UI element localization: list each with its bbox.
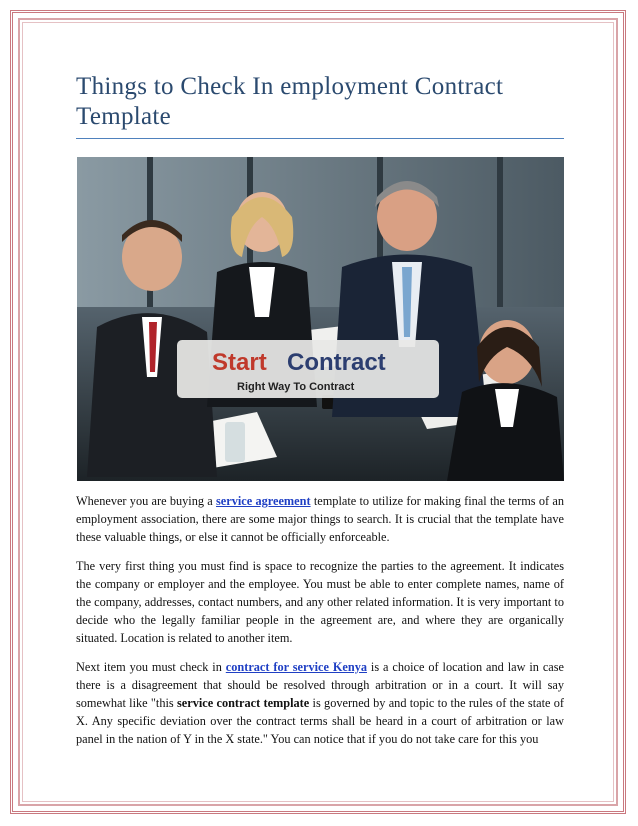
logo-tagline: Right Way To Contract: [236, 381, 354, 393]
document-body: [76, 72, 564, 759]
service-contract-template-bold: service contract template: [177, 696, 310, 710]
paragraph-intro: [76, 492, 564, 546]
business-meeting-photo: [77, 157, 564, 481]
paragraph-location-text-3: is governed by and topic to the rules of the state of X. Any specific deviation over the contract terms shall be heard in a court of arbitration or law panel in the nation of Y in the X state." You can notice that if you do not take care for this you: [76, 696, 564, 746]
paragraph-location: [76, 658, 564, 748]
paragraph-location-text-1: Next item you must check in: [76, 660, 226, 674]
service-agreement-link[interactable]: service agreement: [216, 494, 311, 508]
paragraph-parties: The very first thing you must find is space to recognize the parties to the agreement. It indicates the company or employer and the employee. You must be able to enter complete names, name of the company, addresses, contact numbers, and any other related information. It is very important to decide who the legally familiar people in the agreement are, and where they are organically situated. Location is related to another item.: [76, 559, 564, 645]
paragraph-intro-text-1: Whenever you are buying a: [76, 494, 217, 508]
paragraph-intro-text-2: template to utilize for making final the terms of an employment association, there are some major things to search. It is crucial that the template have these valuable things, or else it cannot be officially enforceable.: [76, 494, 565, 544]
contract-for-service-kenya-link[interactable]: contract for service Kenya: [225, 660, 368, 674]
document-title: Things to Check In employment Contract Template: [76, 72, 564, 139]
logo-start-text: Start: [211, 349, 267, 376]
meeting-illustration: [77, 157, 564, 481]
logo-contract-text: Contract: [286, 349, 386, 376]
paragraph-location-text-2: is a choice of location and law in case there is a disagreement that should be resolved through arbitration or in a court. It will say somewhat like "this: [76, 660, 564, 710]
